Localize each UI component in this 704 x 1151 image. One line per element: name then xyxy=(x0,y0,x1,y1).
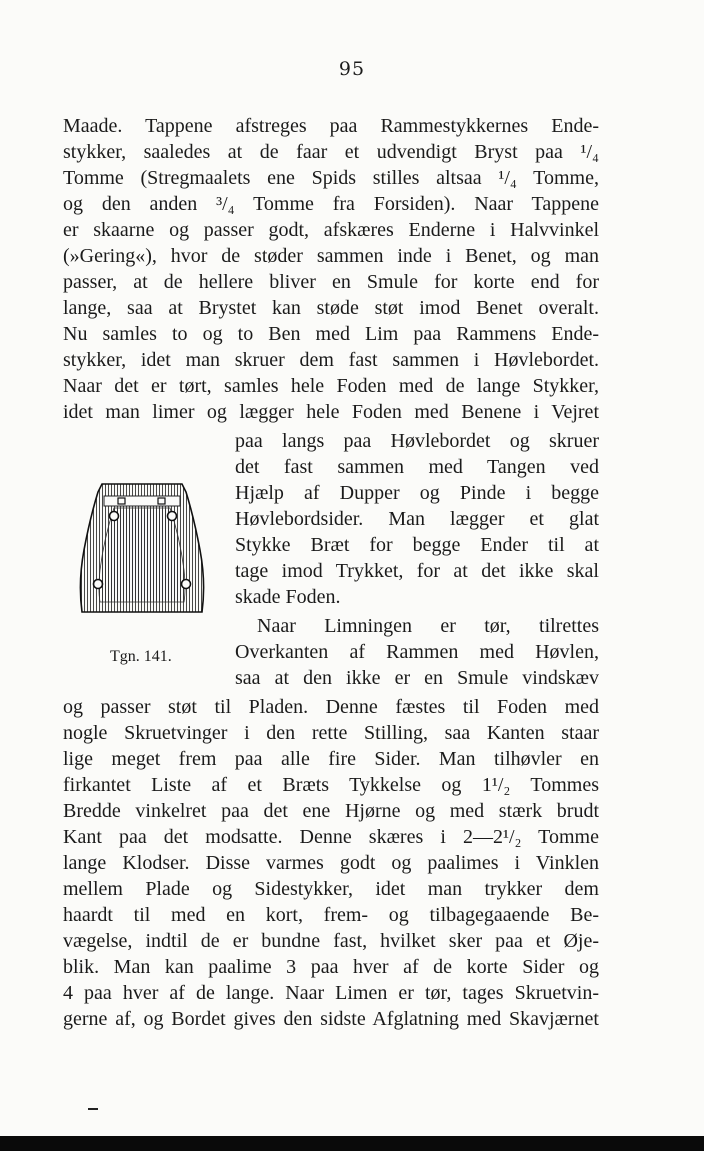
text-line: firkantet Liste af et Bræts Tykkelse og 1¹/₂ Tommes xyxy=(63,774,599,796)
text-line: Høvlebordsider. Man lægger et glat xyxy=(235,508,599,530)
text-line: Maade. Tappene afstreges paa Rammestykkernes Ende- xyxy=(63,115,599,137)
margin-mark xyxy=(88,1108,98,1110)
text-line: og den anden ³/₄ Tomme fra Forsiden). Naar Tappene xyxy=(63,193,599,215)
text-line: Kant paa det modsatte. Denne skæres i 2—2¹/₂ Tomme xyxy=(63,826,599,848)
text-line: Naar Limningen er tør, tilrettes xyxy=(257,615,599,637)
table-frame-illustration xyxy=(74,478,210,618)
text-line: og passer støt til Pladen. Denne fæstes til Foden med xyxy=(63,696,599,718)
text-line: det fast sammen med Tangen ved xyxy=(235,456,599,478)
text-line: idet man limer og lægger hele Foden med Benene i Vejret xyxy=(63,401,599,423)
text-line: mellem Plade og Sidestykker, idet man trykker dem xyxy=(63,878,599,900)
text-line: Tomme (Stregmaalets ene Spids stilles altsaa ¹/₄ Tomme, xyxy=(63,167,599,189)
text-line: Nu samles to og to Ben med Lim paa Rammens Ende- xyxy=(63,323,599,345)
text-line: 4 paa hver af de lange. Naar Limen er tør, tages Skruetvin- xyxy=(63,982,599,1004)
text-line: stykker, saaledes at de faar et udvendigt Bryst paa ¹/₄ xyxy=(63,141,599,163)
text-line: (»Gering«), hvor de støder sammen inde i Benet, og man xyxy=(63,245,599,267)
text-line: gerne af, og Bordet gives den sidste Afglatning med Skavjærnet xyxy=(63,1008,599,1030)
text-line: lange Klodser. Disse varmes godt og paalimes i Vinklen xyxy=(63,852,599,874)
text-line: Hjælp af Dupper og Pinde i begge xyxy=(235,482,599,504)
figure-caption: Tgn. 141. xyxy=(110,648,172,665)
text-line: haardt til med en kort, frem- og tilbagegaaende Be- xyxy=(63,904,599,926)
text-line: nogle Skruetvinger i den rette Stilling, saa Kanten staar xyxy=(63,722,599,744)
text-line: Overkanten af Rammen med Høvlen, xyxy=(235,641,599,663)
text-line: saa at den ikke er en Smule vindskæv xyxy=(235,667,599,689)
text-line: tage imod Trykket, for at det ikke skal xyxy=(235,560,599,582)
text-line: Bredde vinkelret paa det ene Hjørne og med stærk brudt xyxy=(63,800,599,822)
text-line: blik. Man kan paalime 3 paa hver af de korte Sider og xyxy=(63,956,599,978)
text-line: vægelse, indtil de er bundne fast, hvilket sker paa et Øje- xyxy=(63,930,599,952)
scan-edge-bar xyxy=(0,1136,704,1151)
text-line: paa langs paa Høvlebordet og skruer xyxy=(235,430,599,452)
text-line: lange, saa at Brystet kan støde støt imod Benet overalt. xyxy=(63,297,599,319)
text-line: er skaarne og passer godt, afskæres Enderne i Halvvinkel xyxy=(63,219,599,241)
page-number: 95 xyxy=(338,58,366,80)
text-line: stykker, idet man skruer dem fast sammen i Høvlebordet. xyxy=(63,349,599,371)
text-line: Naar det er tørt, samles hele Foden med de lange Stykker, xyxy=(63,375,599,397)
text-line: Stykke Bræt for begge Ender til at xyxy=(235,534,599,556)
text-line: skade Foden. xyxy=(235,586,341,608)
text-line: passer, at de hellere bliver en Smule for korte end for xyxy=(63,271,599,293)
text-line: lige meget frem paa alle fire Sider. Man tilhøvler en xyxy=(63,748,599,770)
